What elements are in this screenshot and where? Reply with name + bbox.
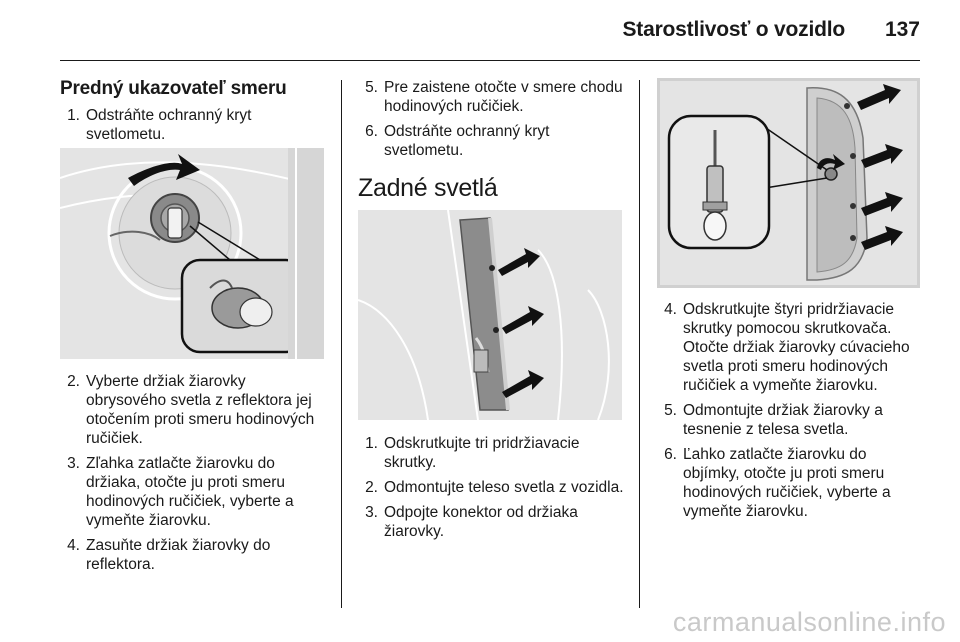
step-number: 5. [365, 79, 378, 96]
column-divider-1 [341, 80, 342, 608]
step-text: Odstráňte ochranný kryt svetlometu. [384, 123, 550, 159]
step-item [358, 503, 628, 541]
step-text: Zasuňte držiak žiarovky do reflektora. [86, 537, 271, 573]
step-text: Pre zaistene otočte v smere chodu hodinových ručičiek. [384, 79, 623, 115]
step-number: 1. [365, 435, 378, 452]
step-number: 6. [664, 446, 677, 463]
step-text: Odmontujte teleso svetla z vozidla. [384, 479, 624, 496]
step-text: Vyberte držiak žiarovky obrysového svetla z reflektora jej otočením proti smeru hodinových ručičiek. [86, 373, 315, 447]
step-number: 5. [664, 402, 677, 419]
step-number: 4. [664, 301, 677, 318]
step-item [358, 478, 628, 497]
step-number: 2. [67, 373, 80, 390]
step-text: Zľahka zatlačte žiarovku do držiaka, otočte ju proti smeru hodinových ručičiek, vyberte a vymeňte žiarovku. [86, 455, 294, 529]
column-1-continued [60, 372, 330, 580]
page-number: 137 [884, 18, 920, 41]
figure-rear-light-screws [358, 210, 622, 420]
step-text: Odmontujte držiak žiarovky a tesnenie z telesa svetla. [683, 402, 883, 438]
step-number: 1. [67, 107, 80, 124]
watermark-text: carmanualsonline.info [672, 607, 946, 637]
column-divider-2 [639, 80, 640, 608]
step-item [657, 445, 925, 521]
figure-front-indicator-bulb [60, 148, 324, 359]
step-number: 3. [67, 455, 80, 472]
step-text: Odstráňte ochranný kryt svetlometu. [86, 107, 252, 143]
step-text: Odskrutkujte tri pridržiavacie skrutky. [384, 435, 580, 471]
header-rule [60, 60, 920, 61]
step-item [60, 106, 330, 144]
figure-rear-light-housing [657, 78, 920, 288]
step-number: 4. [67, 537, 80, 554]
step-number: 2. [365, 479, 378, 496]
column-1 [60, 78, 330, 150]
step-number: 6. [365, 123, 378, 140]
step-item [60, 536, 330, 574]
step-text: Odskrutkujte štyri pridržiavacie skrutky pomocou skrutkovača. Otočte držiak žiarovky cúvacieho svetla proti smeru hodinových ručičiek a vymeňte žiarovku. [683, 301, 910, 394]
steps-list-a [60, 106, 330, 144]
step-text: Ľahko zatlačte žiarovku do objímky, otočte ju proti smeru hodinových ručičiek, vyberte a vymeňte žiarovku. [683, 446, 891, 520]
step-item [358, 434, 628, 472]
step-number: 3. [365, 504, 378, 521]
step-item [358, 122, 628, 160]
section-heading-rear-lights: Zadné svetlá [358, 174, 498, 202]
step-item [60, 372, 330, 448]
step-item [60, 454, 330, 530]
step-text: Odpojte konektor od držiaka žiarovky. [384, 504, 578, 540]
step-item [358, 78, 628, 116]
running-header-title: Starostlivosť o vozidlo [622, 18, 845, 41]
section-heading-front-indicator: Predný ukazovateľ smeru [60, 78, 287, 99]
column-2 [358, 78, 628, 203]
column-2-continued [358, 434, 628, 547]
step-item [657, 300, 925, 395]
step-item [657, 401, 925, 439]
column-3 [657, 300, 925, 527]
